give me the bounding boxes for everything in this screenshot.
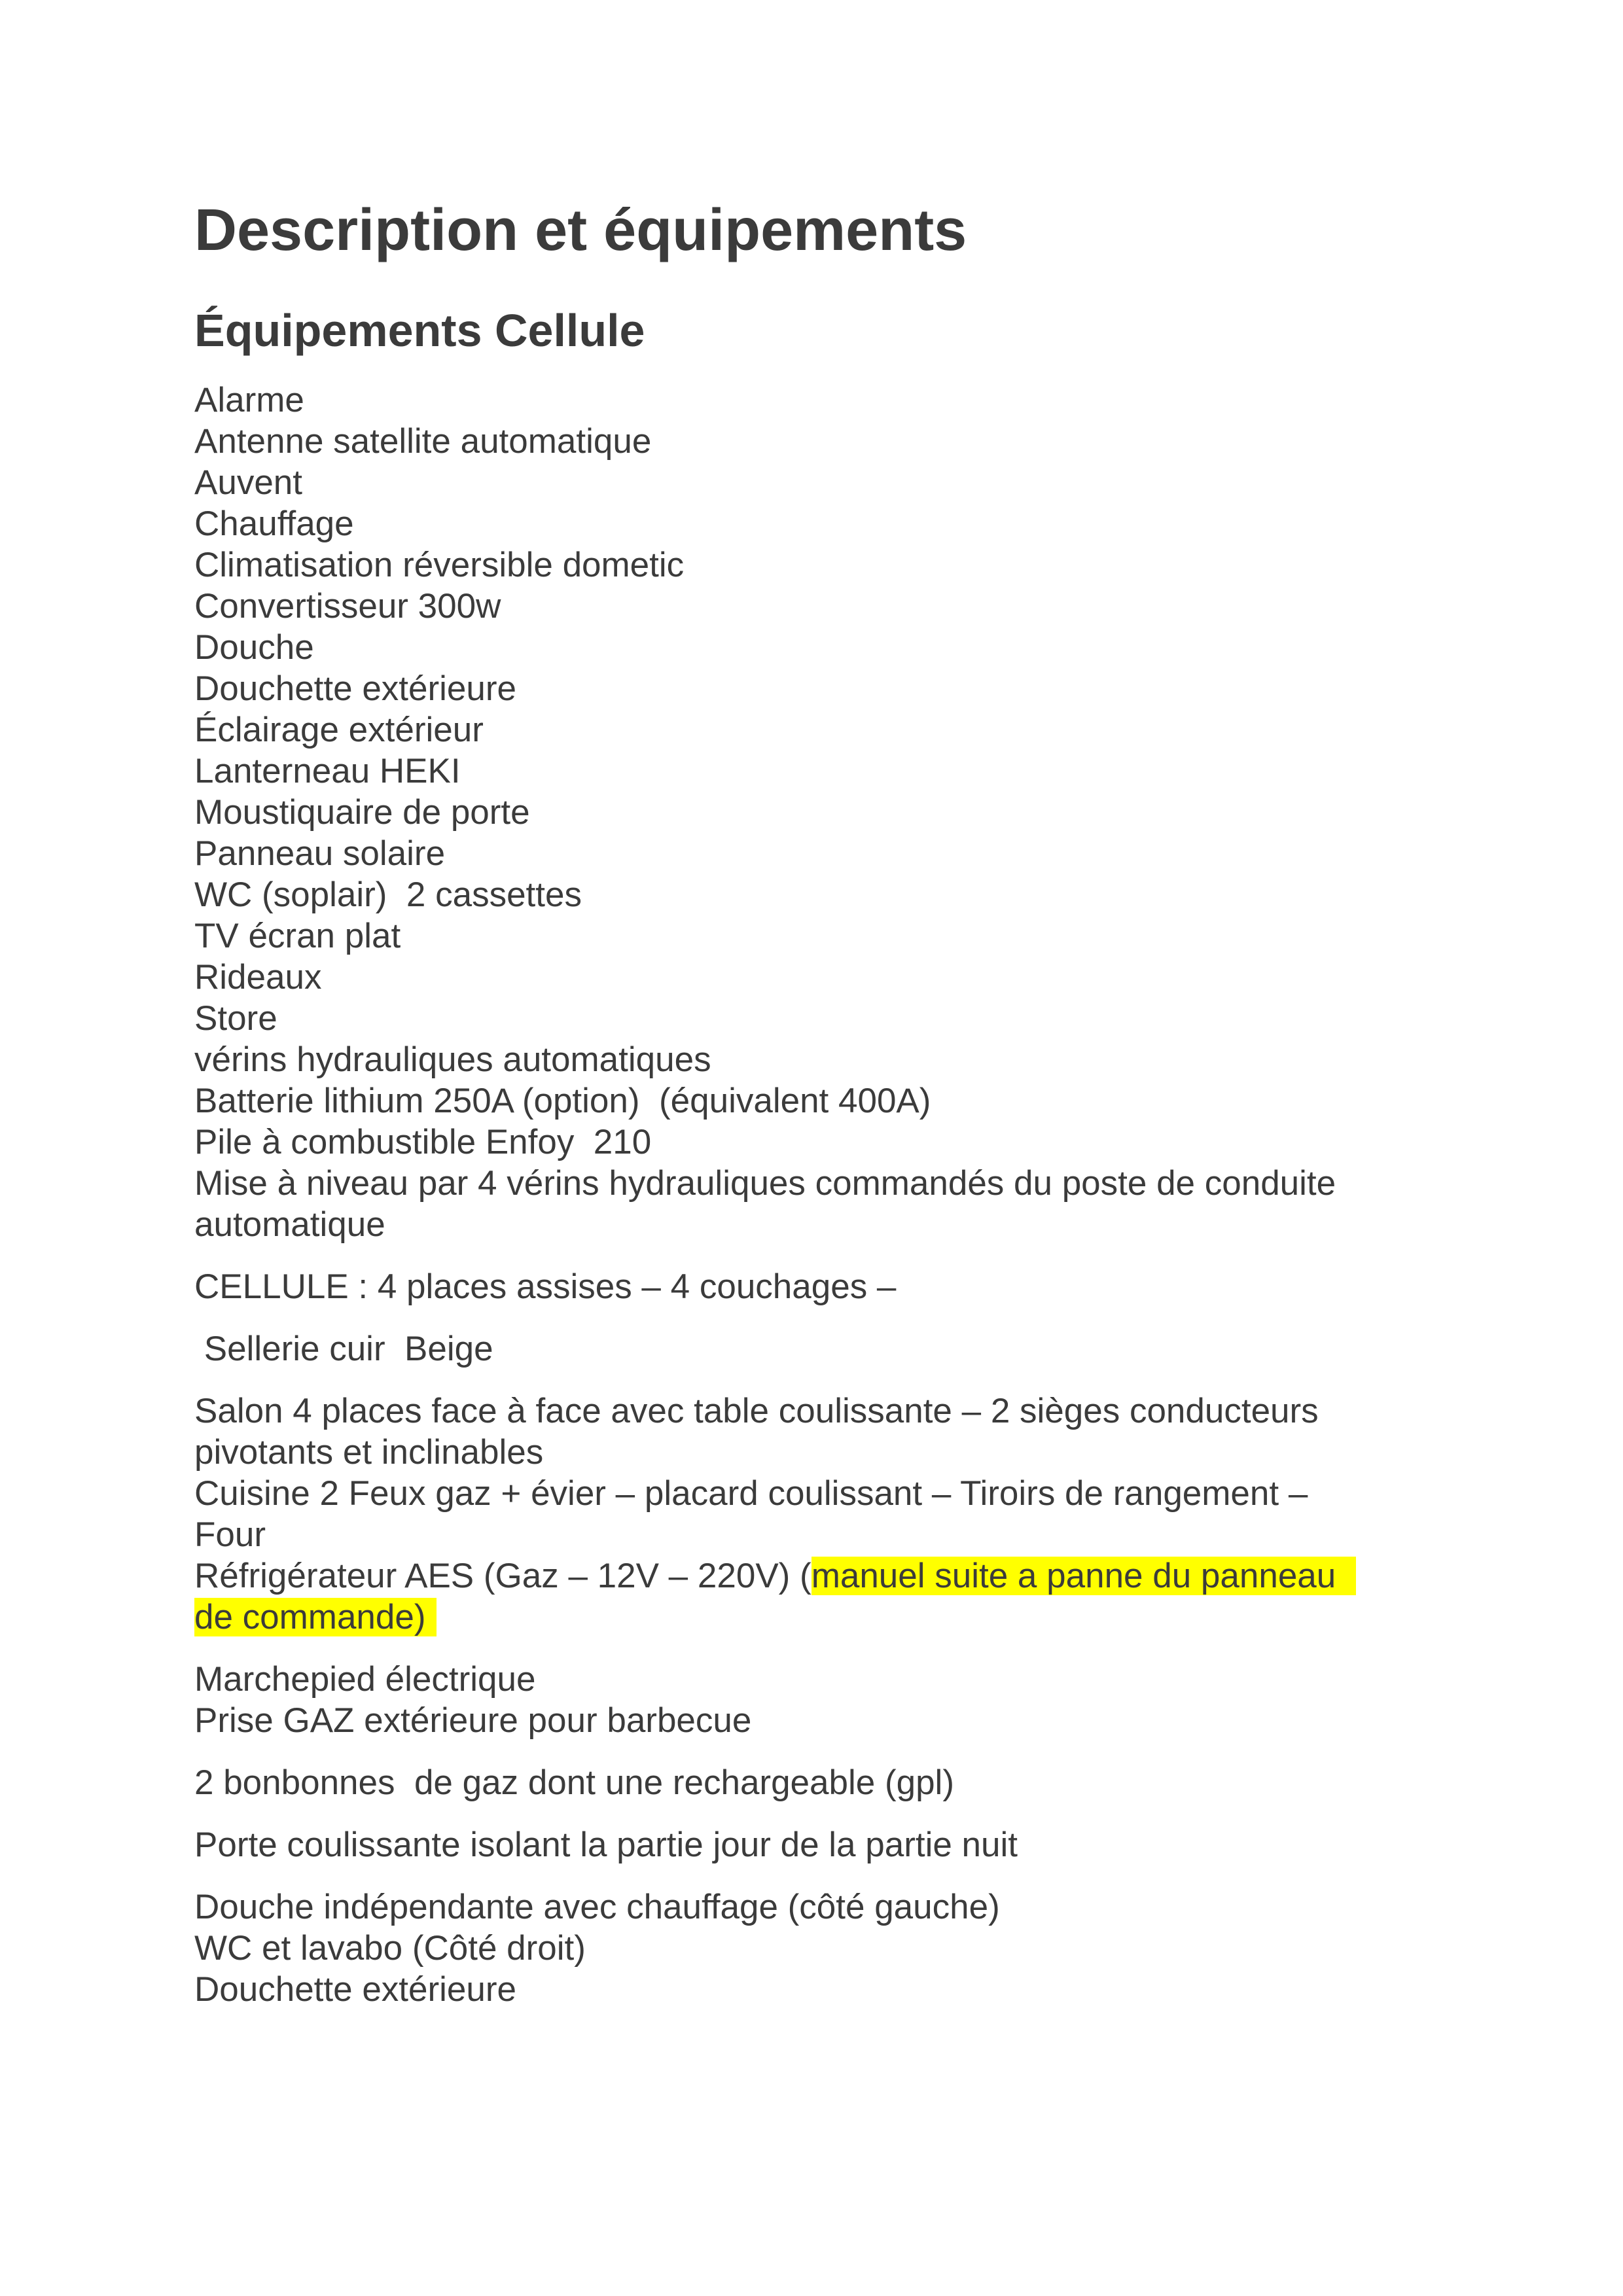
line-text: Réfrigérateur AES (Gaz – 12V – 220V) ( [194,1557,812,1595]
text-line [194,544,1438,586]
text-line [194,1432,1438,1473]
line-text: Rideaux [194,958,322,997]
text-line [194,1824,1438,1865]
text-line [194,1700,1438,1741]
text-line [194,915,1438,957]
text-line [194,1514,1438,1555]
text-line [194,627,1438,668]
text-line [194,1597,1438,1638]
line-text: WC (soplair) 2 cassettes [194,875,582,914]
line-text: Douche [194,628,314,667]
line-text: Pile à combustible Enfoy 210 [194,1123,652,1161]
line-text: Alarme [194,381,304,419]
line-text: Panneau solaire [194,834,446,873]
line-text: WC et lavabo (Côté droit) [194,1929,586,1968]
line-text: Antenne satellite automatique [194,422,652,461]
line-text: Moustiquaire de porte [194,793,530,832]
text-line [194,751,1438,792]
text-line [194,1328,1438,1369]
paragraph [194,1659,1438,1741]
line-text: Sellerie cuir Beige [194,1330,493,1368]
text-line [194,1122,1438,1163]
line-text: Store [194,999,277,1038]
document-title: Description et équipements [194,198,967,263]
paragraph [194,380,1438,1245]
paragraph [194,1824,1438,1865]
highlighted-text: manuel suite a panne du panneau [812,1557,1356,1595]
text-line [194,462,1438,503]
line-text: Prise GAZ extérieure pour barbecue [194,1701,752,1740]
text-line [194,874,1438,915]
text-line [194,998,1438,1039]
text-line [194,1886,1438,1928]
line-text: Climatisation réversible dometic [194,546,685,584]
line-text: Salon 4 places face à face avec table coulissante – 2 sièges conducteurs [194,1392,1319,1430]
text-line [194,1163,1438,1204]
text-line [194,1659,1438,1700]
text-line [194,421,1438,462]
text-line [194,1039,1438,1080]
line-text: Convertisseur 300w [194,587,501,626]
line-text: Douchette extérieure [194,669,517,708]
paragraph [194,1886,1438,2010]
line-text: Éclairage extérieur [194,711,484,749]
text-line [194,1928,1438,1969]
text-line [194,380,1438,421]
line-text: Douche indépendante avec chauffage (côté gauche) [194,1888,1000,1926]
text-line [194,503,1438,544]
line-text: Chauffage [194,504,354,543]
text-line [194,1969,1438,2010]
line-text: Cuisine 2 Feux gaz + évier – placard coulissant – Tiroirs de rangement – [194,1474,1308,1513]
highlighted-text: de commande) [194,1598,437,1636]
text-line [194,833,1438,874]
line-text: CELLULE : 4 places assises – 4 couchages – [194,1267,897,1306]
line-text: vérins hydrauliques automatiques [194,1040,711,1079]
text-line [194,1473,1438,1514]
text-line [194,1266,1438,1307]
text-line [194,1204,1438,1245]
text-line [194,1762,1438,1803]
line-text: TV écran plat [194,917,401,955]
line-text: Batterie lithium 250A (option) (équivalent 400A) [194,1082,931,1120]
text-line [194,1080,1438,1122]
equipment-list [194,380,1438,2010]
text-line [194,586,1438,627]
line-text: Four [194,1515,266,1554]
line-text: Porte coulissante isolant la partie jour de la partie nuit [194,1826,1018,1864]
line-text: Marchepied électrique [194,1660,536,1699]
line-text: automatique [194,1205,385,1244]
paragraph [194,1762,1438,1803]
section-heading: Équipements Cellule [194,305,645,356]
paragraph [194,1390,1438,1638]
text-line [194,792,1438,833]
text-line [194,668,1438,709]
text-line [194,1555,1438,1597]
text-line [194,1390,1438,1432]
line-text: Mise à niveau par 4 vérins hydrauliques commandés du poste de conduite [194,1164,1336,1203]
line-text: 2 bonbonnes de gaz dont une rechargeable (gpl) [194,1763,954,1802]
line-text: Auvent [194,463,303,502]
line-text: Douchette extérieure [194,1970,517,2009]
line-text: Lanterneau HEKI [194,752,461,790]
paragraph [194,1266,1438,1307]
line-text: pivotants et inclinables [194,1433,544,1472]
paragraph [194,1328,1438,1369]
text-line [194,709,1438,751]
text-line [194,957,1438,998]
